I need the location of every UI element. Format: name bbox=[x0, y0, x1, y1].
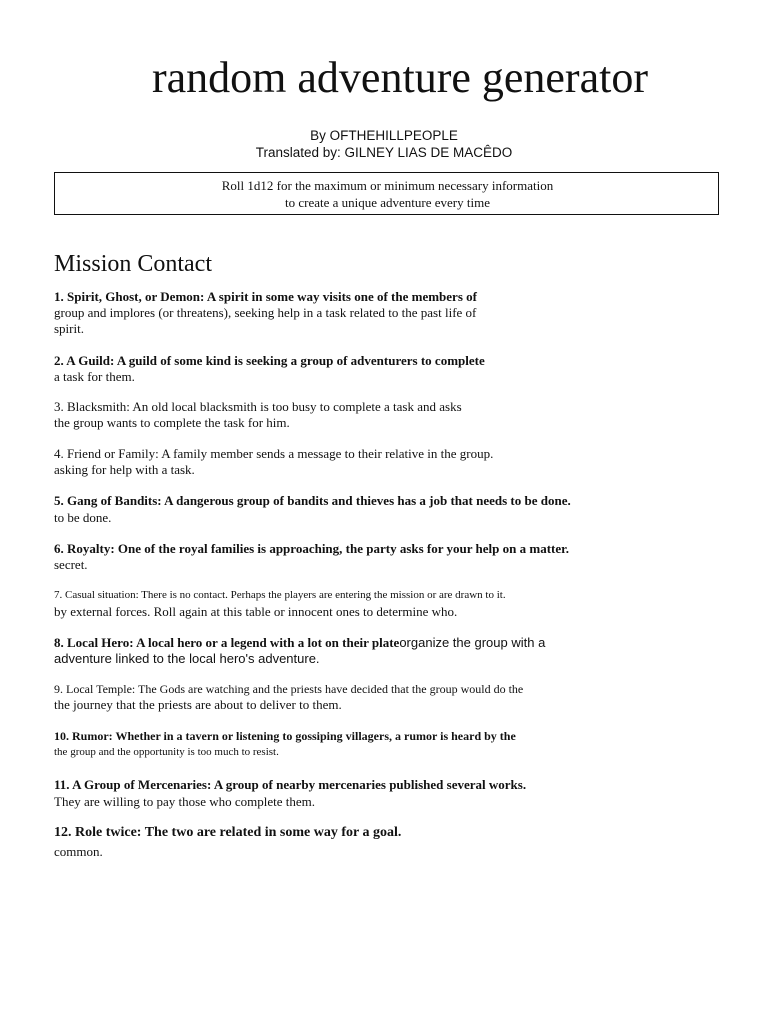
list-item-11-line-2: They are willing to pay those who complete them. bbox=[54, 794, 316, 809]
list-item-10-line-2: the group and the opportunity is too much to resist. bbox=[54, 746, 279, 758]
list-item-3-line-2: the group wants to complete the task for him. bbox=[54, 415, 290, 430]
list-item-9-line-2: the journey that the priests are about to deliver to them. bbox=[54, 697, 342, 712]
section-heading: Mission Contact bbox=[54, 251, 213, 277]
instruction-line-1: Roll 1d12 for the maximum or minimum necessary information bbox=[221, 178, 554, 193]
list-item-5-line-2: to be done. bbox=[54, 510, 112, 525]
page-title: random adventure generator bbox=[152, 53, 648, 102]
list-item-8-sans-part: organize the group with a bbox=[399, 635, 546, 650]
translator-credit: Translated by: GILNEY LIAS DE MACÊDO bbox=[255, 145, 513, 160]
list-item-9-line-1: 9. Local Temple: The Gods are watching and the priests have decided that the group would do the bbox=[54, 682, 524, 696]
list-item-2-line-2: a task for them. bbox=[54, 369, 135, 384]
instruction-line-2: to create a unique adventure every time bbox=[284, 195, 490, 210]
list-item-7-line-2: by external forces. Roll again at this table or innocent ones to determine who. bbox=[54, 604, 458, 619]
list-item-11-line-1: 11. A Group of Mercenaries: A group of nearby mercenaries published several works. bbox=[54, 777, 527, 792]
list-item-12-line-2: common. bbox=[54, 844, 103, 859]
list-item-12-line-1: 12. Role twice: The two are related in some way for a goal. bbox=[54, 825, 402, 840]
list-item-8-line-1 bbox=[54, 635, 545, 651]
list-item-1-line-1: 1. Spirit, Ghost, or Demon: A spirit in some way visits one of the members of bbox=[54, 289, 477, 304]
author-credit: By OFTHEHILLPEOPLE bbox=[310, 128, 458, 143]
list-item-4-line-1: 4. Friend or Family: A family member sends a message to their relative in the group. bbox=[54, 446, 494, 461]
list-item-4-line-2: asking for help with a task. bbox=[54, 462, 195, 477]
list-item-10-line-1: 10. Rumor: Whether in a tavern or listening to gossiping villagers, a rumor is heard by the bbox=[54, 729, 516, 743]
list-item-2-line-1: 2. A Guild: A guild of some kind is seeking a group of adventurers to complete bbox=[54, 353, 485, 368]
list-item-6-line-2: secret. bbox=[54, 557, 88, 572]
list-item-1-line-3: spirit. bbox=[54, 321, 84, 336]
list-item-8-line-2: adventure linked to the local hero's adventure. bbox=[54, 651, 320, 666]
list-item-3-line-1: 3. Blacksmith: An old local blacksmith is too busy to complete a task and asks bbox=[54, 399, 462, 414]
instruction-box bbox=[54, 172, 719, 215]
list-item-8-bold-part: 8. Local Hero: A local hero or a legend with a lot on their plate bbox=[54, 635, 400, 650]
list-item-7-line-1: 7. Casual situation: There is no contact. Perhaps the players are entering the mission or are drawn to it. bbox=[54, 589, 506, 601]
list-item-5-line-1: 5. Gang of Bandits: A dangerous group of bandits and thieves has a job that needs to be done. bbox=[54, 493, 571, 508]
list-item-1-line-2: group and implores (or threatens), seeking help in a task related to the past life of bbox=[54, 305, 477, 320]
list-item-6-line-1: 6. Royalty: One of the royal families is approaching, the party asks for your help on a matter. bbox=[54, 541, 569, 556]
